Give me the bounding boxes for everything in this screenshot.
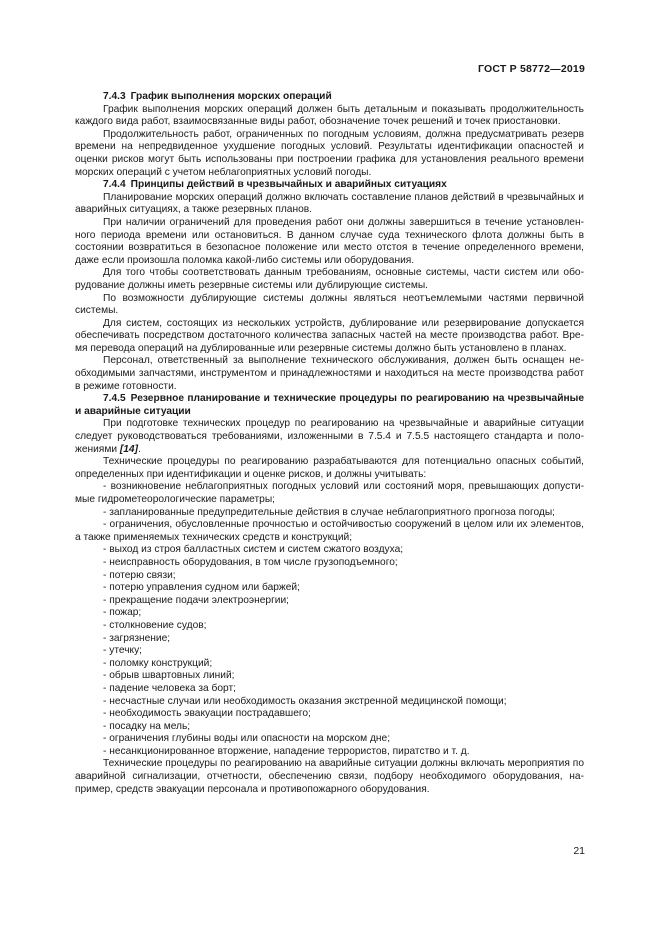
- list-item: - возникновение неблагоприятных погодных условий или состояний моря, превышающих допустимые гидрометеорологические параметры;: [75, 481, 584, 505]
- section-heading-7-4-3: [75, 91, 584, 104]
- list-item: - падение человека за борт;: [103, 682, 236, 694]
- list-item: - посадку на мель;: [103, 720, 191, 732]
- paragraph-end: .: [137, 443, 141, 455]
- paragraph: Для систем, состоящих из нескольких устройств, дублирование или резервирование допускается обеспечивать посредством достаточного количества запасных частей на месте производства работ. Время перевода операций на дублированные или резервные системы должно быть установлено в планах.: [75, 317, 584, 354]
- list-item: - запланированные предупредительные действия в случае неблагоприятного прогноза погоды;: [103, 506, 555, 518]
- list-item: - несанкционированное вторжение, нападение террористов, пиратство и т. д.: [103, 745, 470, 757]
- paragraph: Продолжительность работ, ограниченных по погодным условиям, должна предусматривать резерв времени на непредвиденное ухудшение погодных условий. Результаты идентификации опасностей и оценки рисков могут быть использованы при построении графика для установления реального времени морских операций с учетом неблагоприятных условий погоды.: [75, 128, 584, 178]
- list-item: - необходимость эвакуации пострадавшего;: [103, 708, 311, 720]
- list-item: - потерю связи;: [103, 569, 176, 581]
- list-item: - загрязнение;: [103, 632, 171, 644]
- paragraph: Для того чтобы соответствовать данным требованиям, основные системы, части систем или оборудование должны иметь резервные системы или дублирующие системы.: [75, 267, 584, 291]
- list-item: - пожар;: [103, 607, 142, 619]
- list-item: - выход из строя балластных систем и систем сжатого воздуха;: [103, 544, 404, 556]
- section-number: 7.4.4: [103, 179, 126, 191]
- section-heading-7-4-4: [75, 179, 584, 192]
- list-item: - поломку конструкций;: [103, 657, 213, 669]
- section-title: Резервное планирование и технические процедуры по реагированию на чрезвычайные и аварийные ситуации: [75, 393, 584, 417]
- list-item: - утечку;: [103, 645, 142, 657]
- document-body: [75, 91, 584, 796]
- document-header: ГОСТ Р 58772—2019: [477, 63, 585, 75]
- section-heading-7-4-5: [75, 393, 584, 418]
- paragraph: Планирование морских операций должно включать составление планов действий в чрезвычайных и аварийных ситуациях, а также резервных планов.: [75, 191, 584, 216]
- list-item: - несчастные случаи или необходимость оказания экстренной медицинской помощи;: [103, 695, 507, 707]
- paragraph: По возможности дублирующие системы должны являться неотъемлемыми частями первичной системы.: [75, 292, 584, 317]
- list-item: - столкновение судов;: [103, 619, 207, 631]
- section-title: График выполнения морских операций: [130, 91, 332, 102]
- hazard-list: [75, 481, 584, 758]
- reference-link[interactable]: [14]: [119, 443, 138, 455]
- paragraph-text: При подготовке технических процедур по реагированию на чрезвычайные и аварийные ситуации следует руководствоваться требованиями, изложенными в 7.5.4 и 7.5.5 настоящего стандарта и положениями: [75, 418, 584, 455]
- section-number: 7.4.3: [103, 91, 126, 102]
- page-number: 21: [573, 845, 585, 857]
- paragraph: [75, 418, 584, 456]
- list-item: - прекращение подачи электроэнергии;: [103, 594, 290, 606]
- list-item: - ограничения, обусловленные прочностью и остойчивостью сооружений в целом или их элементов, а также применяемых технических средств и конструкций;: [75, 519, 584, 543]
- list-item: - неисправность оборудования, в том числе грузоподъемного;: [103, 556, 398, 568]
- list-item: - ограничения глубины воды или опасности на морском дне;: [103, 733, 391, 745]
- section-number: 7.4.5: [103, 393, 126, 405]
- paragraph: Персонал, ответственный за выполнение технического обслуживания, должен быть оснащен необходимыми запчастями, инструментом и принадлежностями и находиться на месте производства работ в режиме готовности.: [75, 355, 584, 392]
- list-item: - обрыв швартовных линий;: [103, 670, 235, 682]
- section-title: Принципы действий в чрезвычайных и аварийных ситуациях: [130, 179, 447, 191]
- paragraph: При наличии ограничений для проведения работ они должны завершиться в течение установленного периода времени или остановиться. В данном случае суда технического флота должны быть в состоянии возвратиться в безопасное положение или место отстоя в течение определенного времени, даже если произошла поломка какой-либо системы или оборудования.: [75, 216, 584, 266]
- paragraph: Технические процедуры по реагированию разрабатываются для потенциально опасных событий, определенных при идентификации и оценке рисков, и должны учитывать:: [75, 456, 584, 480]
- list-item: - потерю управления судном или баржей;: [103, 582, 300, 594]
- paragraph: Технические процедуры по реагированию на аварийные ситуации должны включать мероприятия по аварийной сигнализации, отчетности, обеспечению связи, подбору необходимого оборудования, например, средств эвакуации персонала и противопожарного оборудования.: [75, 758, 584, 795]
- paragraph: График выполнения морских операций должен быть детальным и показывать продолжительность каждого вида работ, взаимосвязанные виды работ, обозначение точек решений и точек приостановки.: [75, 103, 584, 128]
